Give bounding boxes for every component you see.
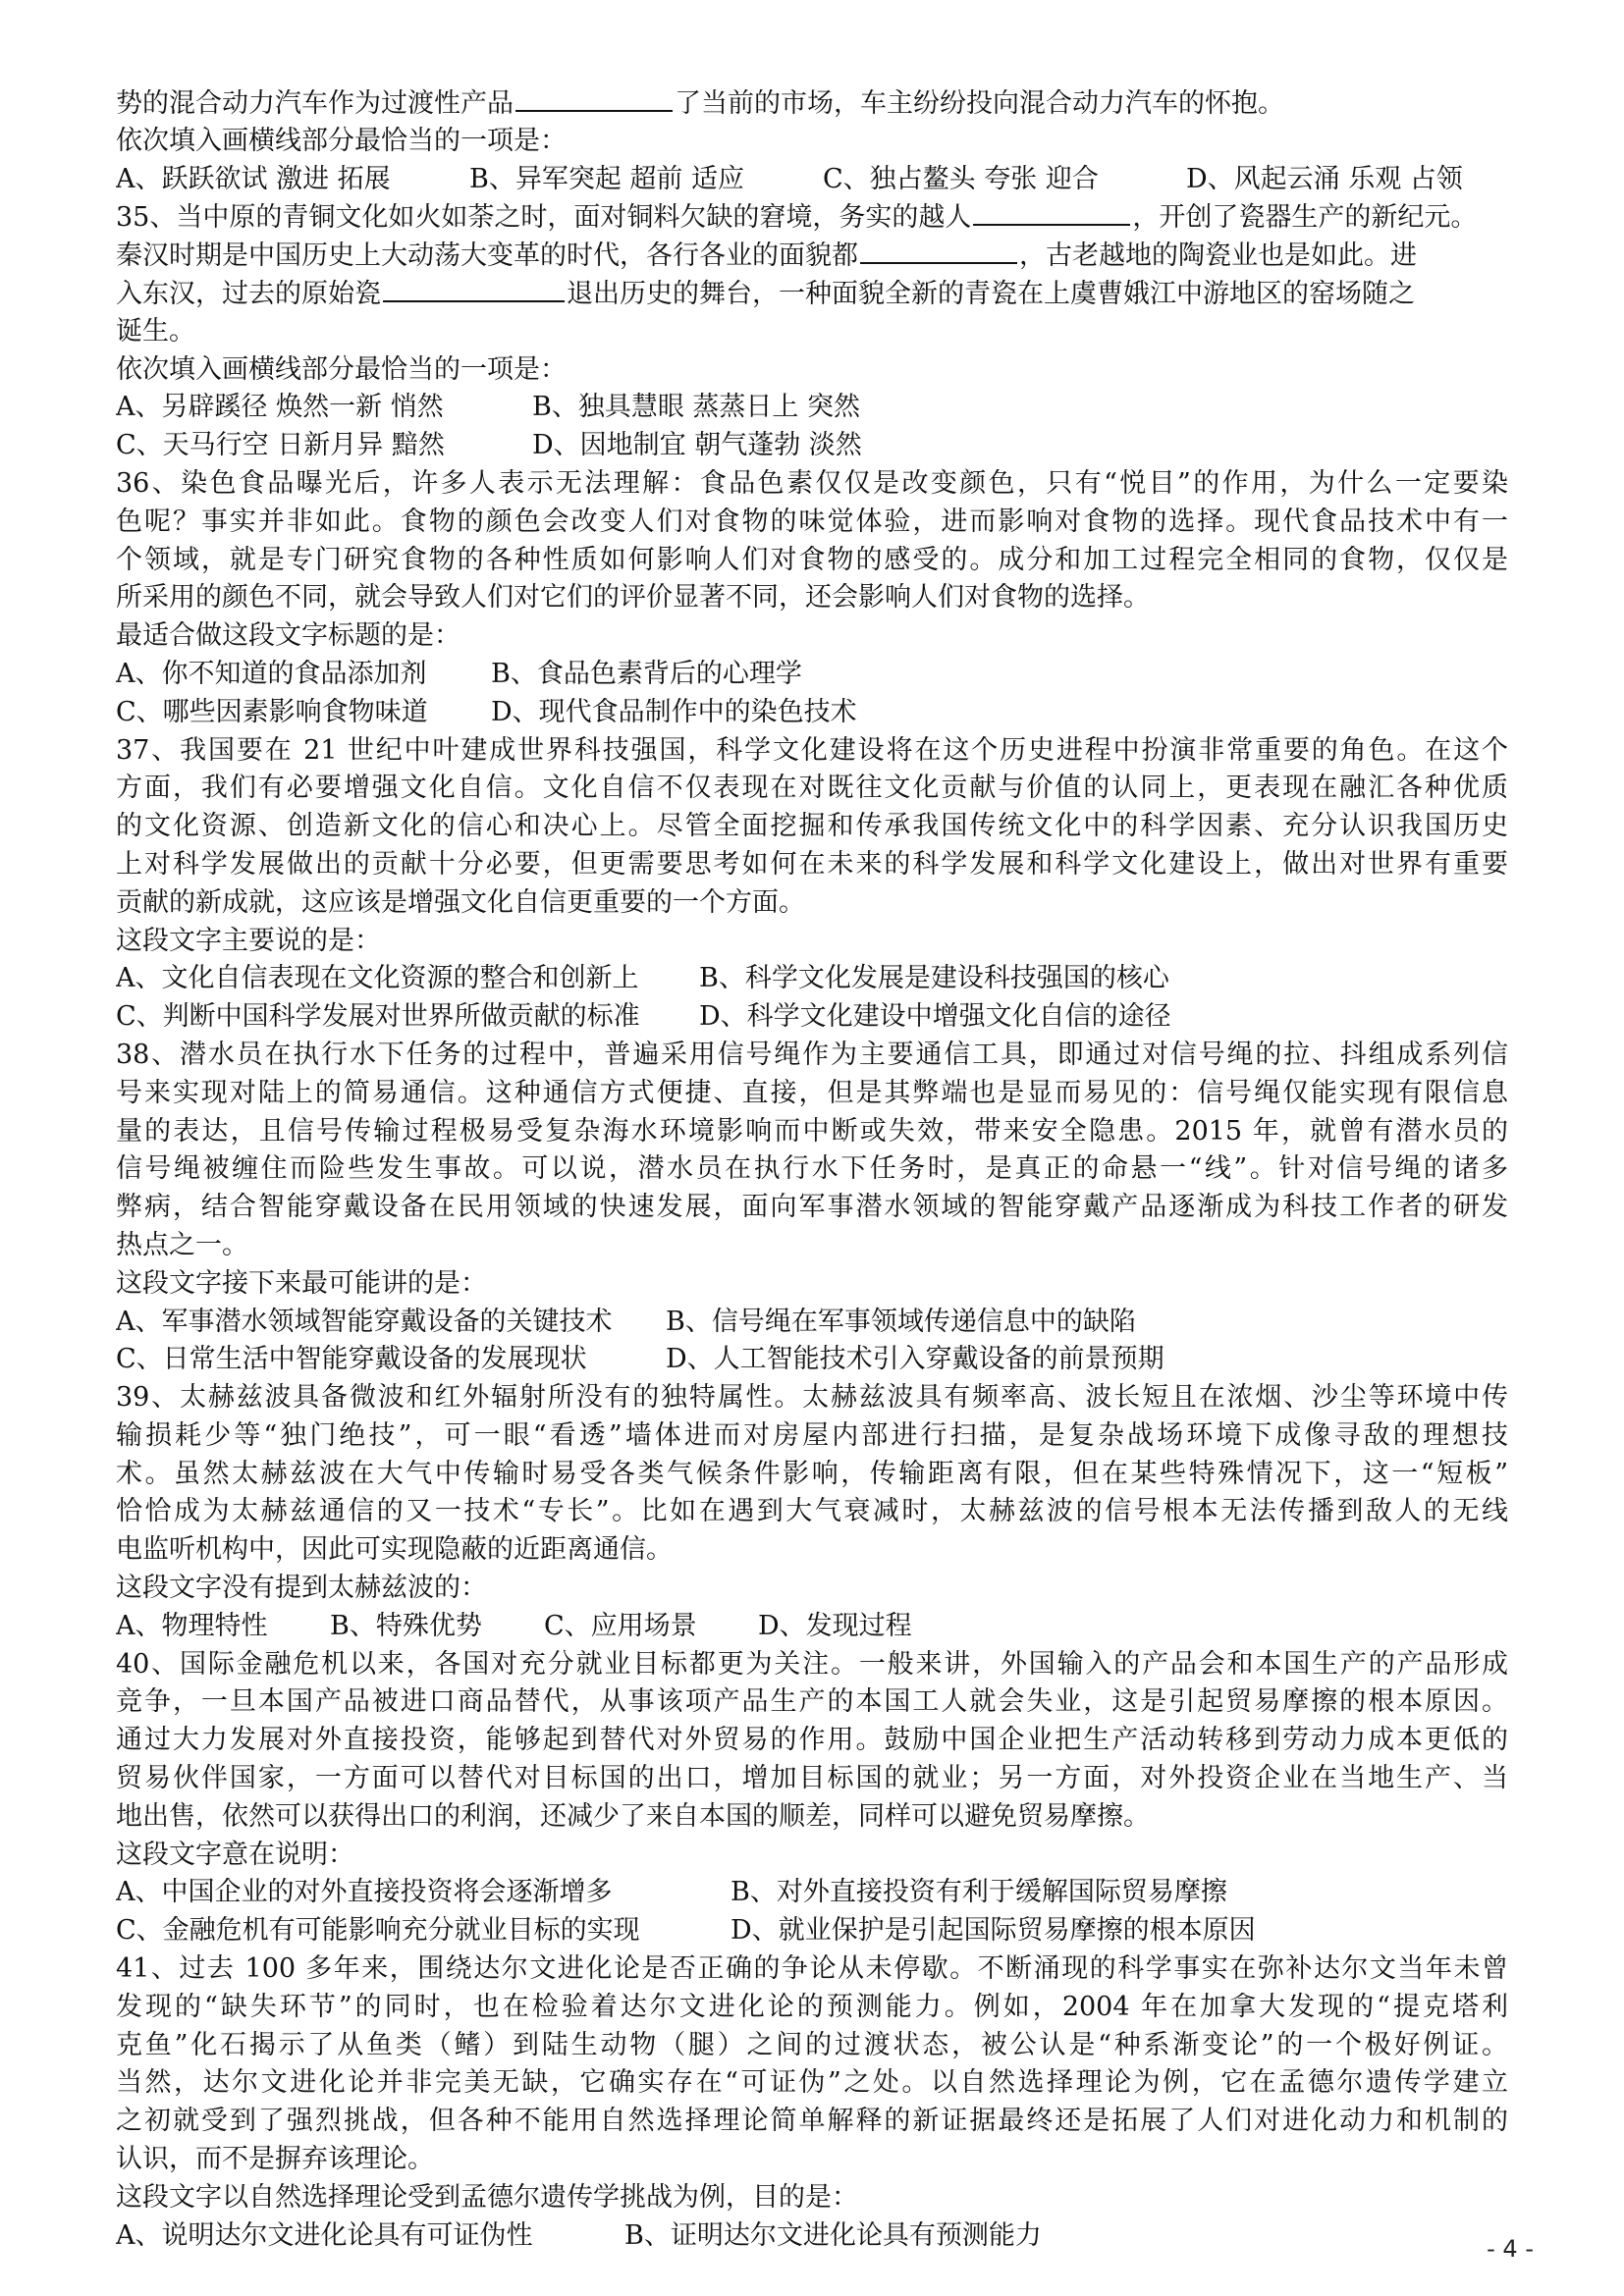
q38-stem-line: 量的表达，且信号传输过程极易受复杂海水环境影响而中断或失效，带来安全隐患。2015 年，就曾有潜水员的 bbox=[116, 1115, 1508, 1147]
q41-prompt: 这段文字以自然选择理论受到孟德尔遗传学挑战为例，目的是： bbox=[116, 2181, 858, 2213]
q41-stem-line: 认识，而不是摒弃该理论。 bbox=[116, 2144, 434, 2175]
q39-option-a: A、物理特性 bbox=[116, 1610, 268, 1641]
q41-stem-line: 之初就受到了强烈挑战，但各种不能用自然选择理论简单解释的新证据最终还是拓展了人们对进化动力和机制的 bbox=[116, 2106, 1508, 2137]
q38-option-d: D、人工智能技术引入穿戴设备的前景预期 bbox=[666, 1344, 1164, 1375]
q39-prompt: 这段文字没有提到太赫兹波的： bbox=[116, 1573, 487, 1604]
q41-stem-line: 当然，达尔文进化论并非完美无缺，它确实存在“可证伪”之处。以自然选择理论为例，它在孟德尔遗传学建立 bbox=[116, 2067, 1508, 2099]
q38-stem-line: 信号绳被缠住而险些发生事故。可以说，潜水员在执行水下任务时，是真正的命悬一“线”。针对信号绳的诸多 bbox=[116, 1153, 1508, 1185]
q40-option-b: B、对外直接投资有利于缓解国际贸易摩擦 bbox=[731, 1877, 1227, 1908]
q41-options-row bbox=[116, 2217, 1508, 2256]
q34-option-b: B、异军突起 超前 适应 bbox=[469, 163, 745, 194]
q40-stem-line: 通过大力发展对外直接投资，能够起到替代对外贸易的作用。鼓励中国企业把生产活动转移到劳动力成本更低的 bbox=[116, 1725, 1508, 1756]
q36-prompt: 最适合做这段文字标题的是： bbox=[116, 620, 460, 652]
fill-blank bbox=[860, 237, 1017, 264]
q37-stem-line: 上对科学发展做出的贡献十分必要，但更需要思考如何在未来的科学发展和科学文化建设上，做出对世界有重要 bbox=[116, 848, 1508, 880]
q36-option-c: C、哪些因素影响食物味道 bbox=[116, 696, 428, 727]
q40-stem-line: 贸易伙伴国家，一方面可以替代对目标国的出口，增加目标国的就业；另一方面，对外投资企业在当地生产、当 bbox=[116, 1763, 1508, 1794]
q34-option-a: A、跃跃欲试 激进 拓展 bbox=[116, 163, 391, 194]
q41-option-a: A、说明达尔文进化论具有可证伪性 bbox=[116, 2219, 533, 2251]
q36-stem-line: 色呢？事实并非如此。食物的颜色会改变人们对食物的味觉体验，进而影响对食物的选择。现代食品技术中有一 bbox=[116, 506, 1508, 537]
q40-options-row bbox=[116, 1874, 1508, 1912]
q34-option-c: C、独占鳌头 夸张 迎合 bbox=[823, 163, 1099, 194]
q36-stem-line: 36、染色食品曝光后，许多人表示无法理解：食品色素仅仅是改变颜色，只有“悦目”的作用，为什么一定要染 bbox=[116, 467, 1508, 499]
q37-option-d: D、科学文化建设中增强文化自信的途径 bbox=[699, 1001, 1171, 1033]
page-number: - 4 - bbox=[1487, 2235, 1534, 2263]
q35-stem-line: 诞生。 bbox=[116, 315, 195, 347]
q37-option-a: A、文化自信表现在文化资源的整合和创新上 bbox=[116, 963, 639, 994]
q38-stem-line: 38、潜水员在执行水下任务的过程中，普遍采用信号绳作为主要通信工具，即通过对信号绳的拉、抖组成系列信 bbox=[116, 1039, 1508, 1070]
q40-options-row bbox=[116, 1912, 1508, 1950]
q37-option-b: B、科学文化发展是建设科技强国的核心 bbox=[699, 963, 1169, 994]
q38-stem-line: 号来实现对陆上的简易通信。这种通信方式便捷、直接，但是其弊端也是显而易见的：信号绳仅能实现有限信息 bbox=[116, 1077, 1508, 1108]
q39-option-c: C、应用场景 bbox=[544, 1610, 697, 1641]
q39-stem-line: 39、太赫兹波具备微波和红外辐射所没有的独特属性。太赫兹波具有频率高、波长短且在浓烟、沙尘等环境中传 bbox=[116, 1382, 1508, 1414]
q37-stem-line: 37、我国要在 21 世纪中叶建成世界科技强国，科学文化建设将在这个历史进程中扮演非常重要的角色。在这个 bbox=[116, 734, 1508, 766]
q41-stem-line: 41、过去 100 多年来，围绕达尔文进化论是否正确的争论从未停歇。不断涌现的科学事实在弥补达尔文当年未曾 bbox=[116, 1953, 1508, 1985]
q36-option-d: D、现代食品制作中的染色技术 bbox=[491, 696, 857, 727]
q39-stem-line: 输损耗少等“独门绝技”，可一眼“看透”墙体进而对房屋内部进行扫描，是复杂战场环境下成像寻敌的理想技 bbox=[116, 1419, 1508, 1451]
q37-options-row bbox=[116, 960, 1508, 998]
q40-option-a: A、中国企业的对外直接投资将会逐渐增多 bbox=[116, 1877, 613, 1908]
q38-option-b: B、信号绳在军事领域传递信息中的缺陷 bbox=[666, 1306, 1136, 1337]
q39-option-d: D、发现过程 bbox=[758, 1610, 912, 1641]
q36-option-b: B、食品色素背后的心理学 bbox=[491, 658, 802, 689]
q40-stem-line: 地出售，依然可以获得出口的利润，还减少了来自本国的顺差，同样可以避免贸易摩擦。 bbox=[116, 1800, 1150, 1832]
q34-option-d: D、风起云涌 乐观 占领 bbox=[1186, 163, 1463, 194]
fill-blank bbox=[515, 84, 673, 112]
q37-stem-line: 贡献的新成就，这应该是增强文化自信更重要的一个方面。 bbox=[116, 886, 805, 918]
q36-options-row bbox=[116, 656, 1508, 694]
q39-stem-line: 术。虽然太赫兹波在大气中传输时易受各类气候条件影响，传输距离有限，但在某些特殊情况下，这一“短板” bbox=[116, 1458, 1508, 1489]
q37-prompt: 这段文字主要说的是： bbox=[116, 925, 381, 956]
q37-stem-line: 的文化资源、创造新文化的信心和决心上。尽管全面挖掘和传承我国传统文化中的科学因素、充分认识我国历史 bbox=[116, 811, 1508, 842]
q35-prompt: 依次填入画横线部分最恰当的一项是： bbox=[116, 353, 567, 385]
q40-stem-line: 40、国际金融危机以来，各国对充分就业目标都更为关注。一般来讲，外国输入的产品会和本国生产的产品形成 bbox=[116, 1648, 1508, 1680]
fill-blank bbox=[383, 275, 565, 302]
q35-stem-line: 秦汉时期是中国历史上大动荡大变革的时代，各行各业的面貌都 ，古老越地的陶瓷业也是如此。进 bbox=[116, 237, 1508, 275]
q39-options-row bbox=[116, 1608, 1508, 1646]
q39-stem-line: 电监听机构中，因此可实现隐蔽的近距离通信。 bbox=[116, 1534, 673, 1566]
q38-option-a: A、军事潜水领域智能穿戴设备的关键技术 bbox=[116, 1306, 613, 1337]
q40-prompt: 这段文字意在说明： bbox=[116, 1839, 354, 1870]
q38-options-row bbox=[116, 1304, 1508, 1342]
q38-stem-line: 热点之一。 bbox=[116, 1229, 248, 1260]
q35-option-b: B、独具慧眼 蒸蒸日上 突然 bbox=[532, 392, 861, 423]
q37-option-c: C、判断中国科学发展对世界所做贡献的标准 bbox=[116, 1001, 640, 1033]
q34-prompt: 依次填入画横线部分最恰当的一项是： bbox=[116, 125, 567, 156]
q37-options-row bbox=[116, 998, 1508, 1037]
q35-options-row bbox=[116, 427, 1508, 465]
q41-option-b: B、证明达尔文进化论具有预测能力 bbox=[624, 2219, 1042, 2251]
q37-stem-line: 方面，我们有必要增强文化自信。文化自信不仅表现在对既往文化贡献与价值的认同上，更表现在融汇各种优质 bbox=[116, 773, 1508, 804]
q36-stem-line: 所采用的颜色不同，就会导致人们对它们的评价显著不同，还会影响人们对食物的选择。 bbox=[116, 582, 1150, 614]
q40-option-c: C、金融危机有可能影响充分就业目标的实现 bbox=[116, 1915, 640, 1947]
q35-option-d: D、因地制宜 朝气蓬勃 淡然 bbox=[532, 430, 862, 461]
q34-stem-line: 势的混合动力汽车作为过渡性产品 了当前的市场，车主纷纷投向混合动力汽车的怀抱。 bbox=[116, 84, 1508, 123]
q38-stem-line: 弊病，结合智能穿戴设备在民用领域的快速发展，面向军事潜水领域的智能穿戴产品逐渐成为科技工作者的研发 bbox=[116, 1192, 1508, 1223]
q35-stem-line: 35、当中原的青铜文化如火如荼之时，面对铜料欠缺的窘境，务实的越人 ，开创了瓷器生产的新纪元。 bbox=[116, 198, 1508, 237]
q40-stem-line: 竞争，一旦本国产品被进口商品替代，从事该项产品生产的本国工人就会失业，这是引起贸易摩擦的根本原因。 bbox=[116, 1686, 1508, 1718]
q36-options-row bbox=[116, 694, 1508, 732]
q39-option-b: B、特殊优势 bbox=[330, 1610, 482, 1641]
q36-stem-line: 个领域，就是专门研究食物的各种性质如何影响人们对食物的感受的。成分和加工过程完全相同的食物，仅仅是 bbox=[116, 544, 1508, 575]
fill-blank bbox=[973, 198, 1130, 226]
q35-options-row bbox=[116, 389, 1508, 427]
q39-stem-line: 恰恰成为太赫兹通信的又一技术“专长”。比如在遇到大气衰减时，太赫兹波的信号根本无法传播到敌人的无线 bbox=[116, 1496, 1508, 1527]
q41-stem-line: 发现的“缺失环节”的同时，也在检验着达尔文进化论的预测能力。例如，2004 年在加拿大发现的“提克塔利 bbox=[116, 1991, 1508, 2022]
q35-option-a: A、另辟蹊径 焕然一新 悄然 bbox=[116, 392, 444, 423]
q41-stem-line: 克鱼”化石揭示了从鱼类（鳍）到陆生动物（腿）之间的过渡状态，被公认是“种系渐变论”的一个极好例证。 bbox=[116, 2029, 1508, 2060]
q38-options-row bbox=[116, 1341, 1508, 1379]
q34-options bbox=[116, 161, 1508, 199]
exam-page bbox=[116, 84, 1508, 2255]
q35-option-c: C、天马行空 日新月异 黯然 bbox=[116, 430, 445, 461]
q35-stem-line: 入东汉，过去的原始瓷 退出历史的舞台，一种面貌全新的青瓷在上虞曹娥江中游地区的窑场随之 bbox=[116, 275, 1508, 313]
q38-prompt: 这段文字接下来最可能讲的是： bbox=[116, 1267, 487, 1299]
q40-option-d: D、就业保护是引起国际贸易摩擦的根本原因 bbox=[731, 1915, 1256, 1947]
q38-option-c: C、日常生活中智能穿戴设备的发展现状 bbox=[116, 1344, 587, 1375]
q36-option-a: A、你不知道的食品添加剂 bbox=[116, 658, 427, 689]
